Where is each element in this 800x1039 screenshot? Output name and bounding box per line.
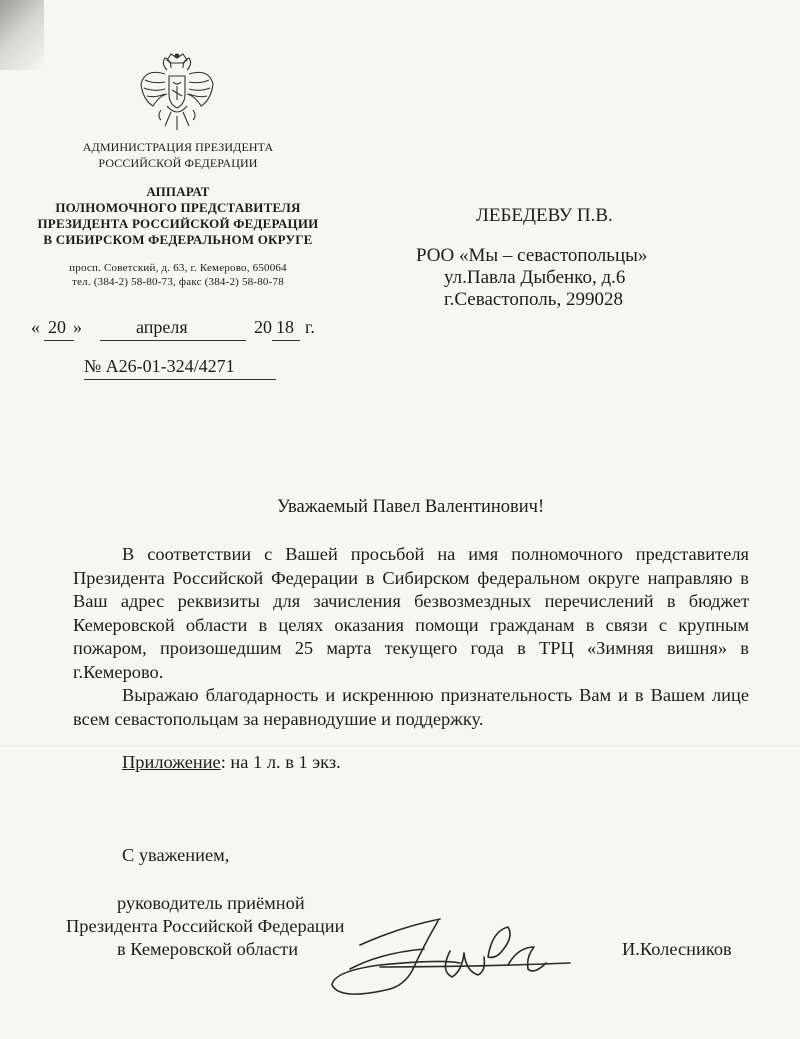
salutation: Уважаемый Павел Валентинович! [277, 497, 545, 517]
signatory-title-line-3: в Кемеровской области [117, 939, 299, 959]
date-day-underline [44, 340, 74, 341]
apparat-line-3: ПРЕЗИДЕНТА РОССИЙСКОЙ ФЕДЕРАЦИИ [37, 216, 319, 231]
body-paragraph-1: В соответствии с Вашей просьбой на имя полномочного представителя Президента Российской Федерации в Сибирском федеральном округе направляю в Ваш адрес реквизиты для зачисления безвозмездных перечислений в бюджет Кемеровской области в целях оказания помощи гражданам в связи с крупным пожаром, произошедшим 25 марта текущего года в ТРЦ «Зимняя вишня» в г.Кемерово. [73, 544, 749, 682]
signatory-title-line-1: руководитель приёмной [117, 893, 305, 913]
apparat-line-1: АППАРАТ [146, 184, 210, 199]
letter-body [73, 543, 749, 731]
coat-of-arms-emblem [137, 50, 217, 134]
attachment-text: : на 1 л. в 1 экз. [220, 752, 341, 772]
reference-number: № А26-01-324/4271 [84, 356, 235, 376]
date-year-suffix: 18 [276, 317, 294, 337]
attachment-line [122, 752, 341, 773]
date-year-underline [272, 340, 300, 341]
date-open-quote: « [31, 317, 40, 337]
body-paragraph-2: Выражаю благодарность и искреннюю признательность Вам и в Вашем лице всем севастопольцам за неравнодушие и поддержку. [73, 685, 749, 729]
signatory-title-line-2: Президента Российской Федерации [66, 916, 345, 936]
sender-address: просп. Советский, д. 63, г. Кемерово, 650064 [69, 262, 287, 274]
administration-line-2: РОССИЙСКОЙ ФЕДЕРАЦИИ [98, 156, 258, 170]
recipient-organization: РОО «Мы – севастопольцы» [416, 245, 648, 266]
reference-underline [84, 379, 276, 380]
recipient-city: г.Севастополь, 299028 [444, 289, 623, 310]
date-month: апреля [136, 317, 188, 337]
date-year-mark: г. [305, 317, 315, 337]
apparat-line-2: ПОЛНОМОЧНОГО ПРЕДСТАВИТЕЛЯ [55, 200, 301, 215]
paper-fold-line [0, 745, 800, 746]
date-year-prefix: 20 [254, 317, 272, 337]
signatory-name: И.Колесников [622, 939, 732, 959]
page-corner-shadow [0, 0, 44, 70]
sender-phones: тел. (384-2) 58-80-73, факс (384-2) 58-80-78 [72, 276, 284, 288]
date-month-underline [100, 340, 246, 341]
closing: С уважением, [122, 845, 230, 865]
date-day: 20 [48, 317, 66, 337]
apparat-line-4: В СИБИРСКОМ ФЕДЕРАЛЬНОМ ОКРУГЕ [43, 232, 313, 247]
recipient-name: ЛЕБЕДЕВУ П.В. [476, 205, 613, 226]
recipient-street: ул.Павла Дыбенко, д.6 [444, 267, 626, 288]
date-close-quote: » [73, 317, 82, 337]
handwritten-signature [320, 905, 590, 1015]
attachment-label: Приложение [122, 752, 221, 772]
administration-line-1: АДМИНИСТРАЦИЯ ПРЕЗИДЕНТА [82, 140, 274, 154]
